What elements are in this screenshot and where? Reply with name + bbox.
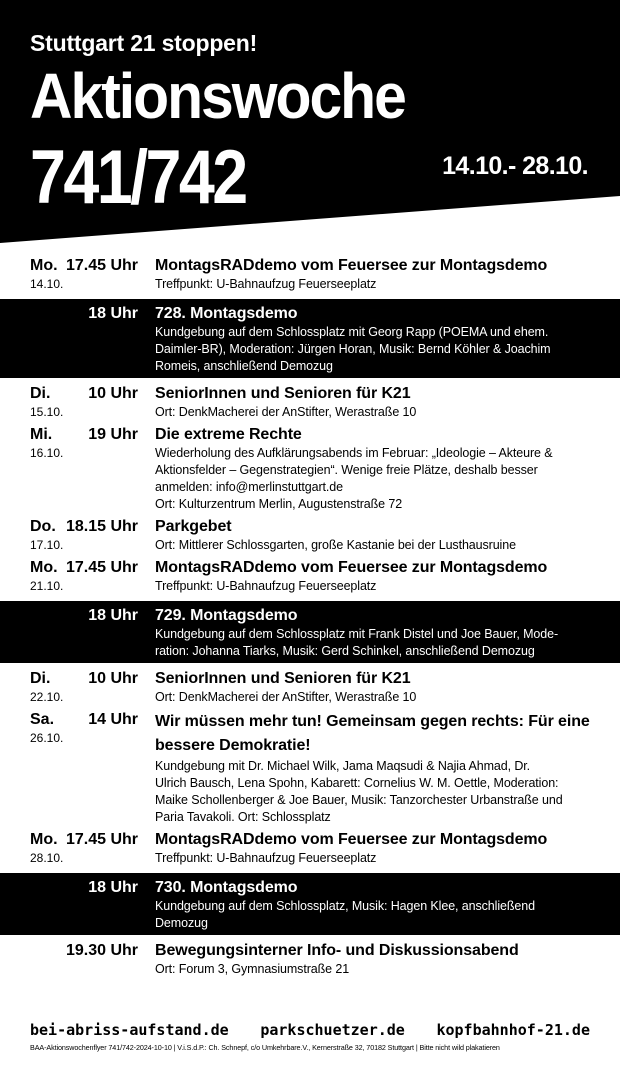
event-description-line: Maike Schollenberger & Joe Bauer, Musik: Tanzorchester Urbanstraße und [155,793,563,807]
event-time: 18 Uhr [88,607,138,624]
event-details [155,710,600,826]
event-title: 728. Montagsdemo [155,305,298,322]
event-description-line: Demozug [155,916,208,930]
event-row [0,556,620,597]
event-description-line: Kundgebung auf dem Schlossplatz, Musik: Hagen Klee, anschließend [155,899,535,913]
event-description-line: Ort: Kulturzentrum Merlin, Augustenstraße 72 [155,497,403,511]
event-description-line: Paria Tavakoli. Ort: Schlossplatz [155,810,331,824]
event-details [155,384,600,421]
event-when [30,710,155,826]
event-description-line: Wiederholung des Aufklärungsabends im Februar: „Ideologie – Akteure & [155,446,553,460]
event-title: Wir müssen mehr tun! Gemeinsam gegen rechts: Für eine bessere Demokratie! [155,713,590,754]
event-row [0,828,620,869]
event-row [0,708,620,828]
website-links [30,1021,590,1039]
event-details [155,517,600,554]
event-when [30,669,155,706]
event-row [0,873,620,935]
event-when [30,384,155,421]
event-description-line: Kundgebung auf dem Schlossplatz mit Georg Rapp (POEMA und ehem. [155,325,549,339]
event-title: 729. Montagsdemo [155,607,298,624]
event-description-line: Ort: DenkMacherei der AnStifter, Werastraße 10 [155,690,417,704]
supertitle: Stuttgart 21 stoppen! [30,30,258,56]
event-row [0,667,620,708]
event-title: MontagsRADdemo vom Feuersee zur Montagsdemo [155,831,548,848]
event-title: Bewegungsinterner Info- und Diskussionsabend [155,942,519,959]
event-time: 17.45 Uhr [65,831,138,848]
event-day-time [30,669,138,689]
event-date: 15.10. [30,405,64,419]
event-description-line: Ort: Mittlerer Schlossgarten, große Kastanie bei der Lusthausruine [155,538,516,552]
event-date: 28.10. [30,851,64,865]
event-date: 17.10. [30,538,64,552]
event-date: 21.10. [30,579,64,593]
event-date: 14.10. [30,277,64,291]
event-details [155,256,600,293]
event-date: 16.10. [30,446,64,460]
event-day-time [30,517,138,537]
event-row [0,299,620,378]
event-day-time [30,941,138,961]
imprint: BAA-Aktionswochenflyer 741/742-2024-10-10 | V.i.S.d.P.: Ch. Schnepf, c/o Umkehrbare.V., Kernerstraße 32, 70182 Stuttgart | Bitte nicht wild plakatieren [30,1043,500,1052]
event-time: 18 Uhr [88,879,138,896]
event-day-time [30,558,138,578]
event-details [155,941,600,978]
event-time: 10 Uhr [88,670,138,687]
event-date: 26.10. [30,731,64,745]
event-date: 22.10. [30,690,64,704]
event-day: Do. [30,518,56,535]
event-title: 730. Montagsdemo [155,879,298,896]
event-row [0,515,620,556]
event-day-time [30,425,138,445]
event-time: 17.45 Uhr [65,257,138,274]
week-number: 741/742 [30,135,246,220]
event-day: Mo. [30,831,58,848]
event-row [0,254,620,295]
event-details [155,606,600,660]
event-details [155,830,600,867]
header-banner [0,0,620,245]
event-description-line: Ort: DenkMacherei der AnStifter, Werastraße 10 [155,405,417,419]
event-row [0,382,620,423]
event-row [0,423,620,515]
event-time: 17.45 Uhr [65,559,138,576]
event-when [30,558,155,595]
event-day-time [30,710,138,730]
event-when [30,425,155,513]
site-link-kopfbahnhof-21[interactable]: kopfbahnhof-21.de [436,1021,590,1039]
event-details [155,304,600,375]
event-description-line: Kundgebung auf dem Schlossplatz mit Frank Distel und Joe Bauer, Mode- [155,627,559,641]
event-description-line: ration: Johanna Tiarks, Musik: Gerd Schinkel, anschließend Demozug [155,644,535,658]
date-range: 14.10.- 28.10. [442,152,588,180]
event-day-time [30,384,138,404]
event-day: Mo. [30,257,58,274]
event-details [155,669,600,706]
event-description-line: Aktionsfelder – Gegenstrategien“. Wenige freie Plätze, deshalb besser [155,463,538,477]
event-when [30,941,155,978]
event-when [30,878,155,932]
event-when [30,517,155,554]
event-description-line: Treffpunkt: U-Bahnaufzug Feuerseeplatz [155,277,377,291]
event-day-time [30,606,138,626]
event-row [0,601,620,663]
event-day: Di. [30,670,51,687]
event-title: SeniorInnen und Senioren für K21 [155,385,411,402]
site-link-bei-abriss-aufstand[interactable]: bei-abriss-aufstand.de [30,1021,229,1039]
event-description-line: Ulrich Bausch, Lena Spohn, Kabarett: Cornelius W. M. Oettle, Moderation: [155,776,559,790]
site-link-parkschuetzer[interactable]: parkschuetzer.de [260,1021,405,1039]
event-when [30,304,155,375]
event-day-time [30,256,138,276]
footer [30,1021,590,1052]
event-when [30,256,155,293]
event-day-time [30,830,138,850]
event-description-line: Ort: Forum 3, Gymnasiumstraße 21 [155,962,350,976]
event-time: 18 Uhr [88,305,138,322]
event-time: 19 Uhr [88,426,138,443]
page-title: Aktionswoche [30,60,405,132]
event-details [155,425,600,513]
event-list [0,254,620,980]
event-day-time [30,304,138,324]
event-description-line: anmelden: info@merlinstuttgart.de [155,480,343,494]
event-day: Di. [30,385,51,402]
event-day: Sa. [30,711,55,728]
event-title: Die extreme Rechte [155,426,302,443]
event-description-line: Romeis, anschließend Demozug [155,359,333,373]
event-description-line: Kundgebung mit Dr. Michael Wilk, Jama Maqsudi & Najia Ahmad, Dr. [155,759,531,773]
event-when [30,606,155,660]
event-row [0,939,620,980]
event-when [30,830,155,867]
event-time: 18.15 Uhr [65,518,138,535]
event-day: Mo. [30,559,58,576]
event-description-line: Treffpunkt: U-Bahnaufzug Feuerseeplatz [155,579,377,593]
event-title: MontagsRADdemo vom Feuersee zur Montagsdemo [155,559,548,576]
event-title: MontagsRADdemo vom Feuersee zur Montagsdemo [155,257,548,274]
event-time: 14 Uhr [88,711,138,728]
event-description-line: Daimler-BR), Moderation: Jürgen Horan, Musik: Bernd Köhler & Joachim [155,342,551,356]
event-title: SeniorInnen und Senioren für K21 [155,670,411,687]
event-time: 19.30 Uhr [65,942,138,959]
event-day: Mi. [30,426,53,443]
event-details [155,878,600,932]
event-description-line: Treffpunkt: U-Bahnaufzug Feuerseeplatz [155,851,377,865]
event-details [155,558,600,595]
event-title: Parkgebet [155,518,232,535]
event-time: 10 Uhr [88,385,138,402]
event-day-time [30,878,138,898]
